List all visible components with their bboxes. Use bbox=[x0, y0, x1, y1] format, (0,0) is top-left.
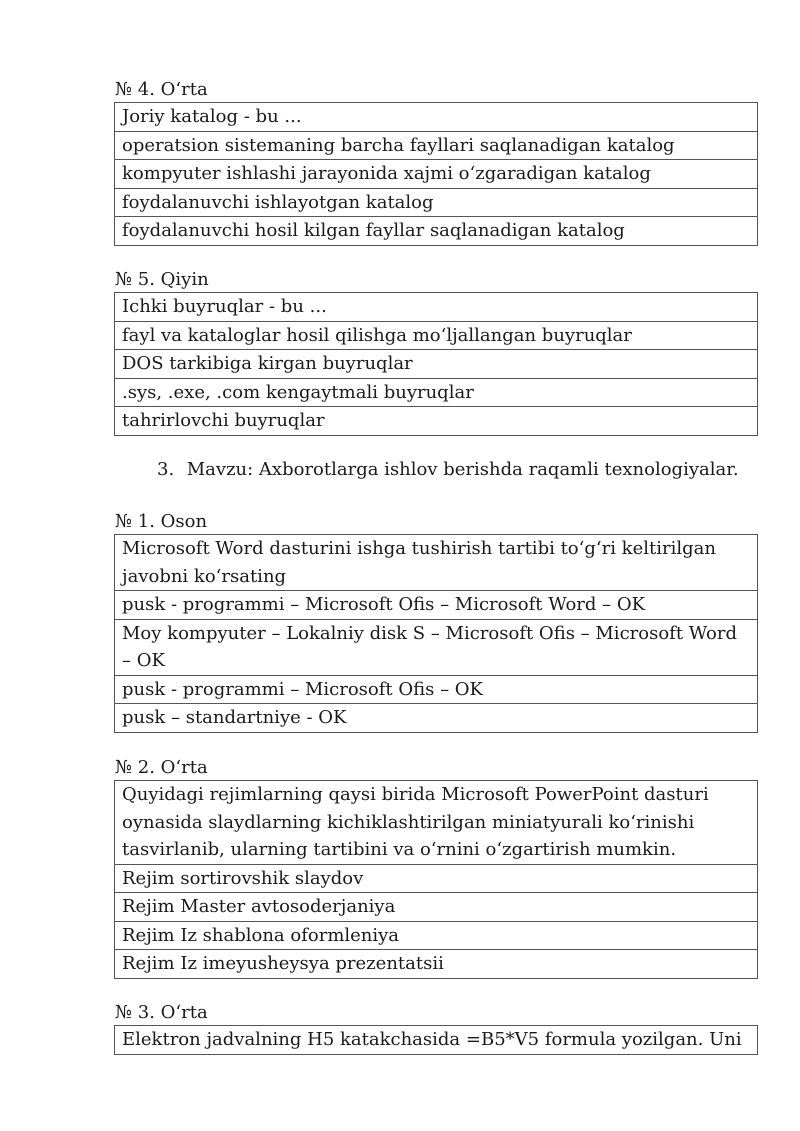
question-table bbox=[114, 1025, 758, 1055]
topic-title: Mavzu: Axborotlarga ishlov berishda raqamli texnologiyalar. bbox=[186, 459, 739, 480]
question-heading: № 4. O‘rta bbox=[115, 79, 208, 100]
table-row bbox=[115, 893, 758, 922]
table-row bbox=[115, 619, 758, 675]
answer-option: kompyuter ishlashi jarayonida xajmi o‘zgaradigan katalog bbox=[115, 160, 758, 189]
answer-option: pusk – standartniye - OK bbox=[115, 704, 758, 733]
answer-option: Rejim sortirovshik slaydov bbox=[115, 864, 758, 893]
question-text: Elektron jadvalning H5 katakchasida =B5*V5 formula yozilgan. Uni bbox=[115, 1026, 758, 1055]
table-row bbox=[115, 781, 758, 865]
question-table bbox=[114, 292, 758, 436]
table-row bbox=[115, 535, 758, 591]
topic-heading bbox=[157, 458, 739, 482]
table-row bbox=[115, 293, 758, 322]
question-heading: № 2. O‘rta bbox=[115, 757, 208, 778]
question-text: Joriy katalog - bu ... bbox=[115, 103, 758, 132]
answer-option: DOS tarkibiga kirgan buyruqlar bbox=[115, 350, 758, 379]
question-table bbox=[114, 102, 758, 246]
table-row bbox=[115, 950, 758, 979]
answer-option: Rejim Iz imeyusheysya prezentatsii bbox=[115, 950, 758, 979]
table-row bbox=[115, 160, 758, 189]
question-text: Quyidagi rejimlarning qaysi birida Microsoft PowerPoint dasturi oynasida slaydlarning kichiklashtirilgan miniatyurali ko‘rinishi tasvirlanib, ularning tartibini va o‘rnini o‘zgartirish mumkin. bbox=[115, 781, 758, 865]
answer-option: Rejim Master avtosoderjaniya bbox=[115, 893, 758, 922]
answer-option: pusk - programmi – Microsoft Ofis – Microsoft Word – OK bbox=[115, 591, 758, 620]
table-row bbox=[115, 921, 758, 950]
answer-option: operatsion sistemaning barcha fayllari saqlanadigan katalog bbox=[115, 131, 758, 160]
question-text: Microsoft Word dasturini ishga tushirish tartibi to‘g‘ri keltirilgan javobni ko‘rsating bbox=[115, 535, 758, 591]
table-row bbox=[115, 103, 758, 132]
answer-option: foydalanuvchi hosil kilgan fayllar saqlanadigan katalog bbox=[115, 217, 758, 246]
table-row bbox=[115, 350, 758, 379]
answer-option: tahrirlovchi buyruqlar bbox=[115, 407, 758, 436]
table-row bbox=[115, 217, 758, 246]
table-row bbox=[115, 675, 758, 704]
question-table bbox=[114, 534, 758, 733]
table-row bbox=[115, 864, 758, 893]
table-row bbox=[115, 378, 758, 407]
answer-option: pusk - programmi – Microsoft Ofis – OK bbox=[115, 675, 758, 704]
question-text: Ichki buyruqlar - bu ... bbox=[115, 293, 758, 322]
question-heading: № 1. Oson bbox=[115, 511, 208, 532]
table-row bbox=[115, 131, 758, 160]
answer-option: Rejim Iz shablona oformleniya bbox=[115, 921, 758, 950]
table-row bbox=[115, 704, 758, 733]
answer-option: foydalanuvchi ishlayotgan katalog bbox=[115, 188, 758, 217]
table-row bbox=[115, 321, 758, 350]
question-heading: № 5. Qiyin bbox=[115, 269, 209, 290]
topic-number: 3. bbox=[157, 459, 175, 480]
answer-option: Moy kompyuter – Lokalniy disk S – Microsoft Ofis – Microsoft Word – OK bbox=[115, 619, 758, 675]
answer-option: fayl va kataloglar hosil qilishga mo‘ljallangan buyruqlar bbox=[115, 321, 758, 350]
table-row bbox=[115, 407, 758, 436]
table-row bbox=[115, 188, 758, 217]
table-row bbox=[115, 1026, 758, 1055]
question-heading: № 3. O‘rta bbox=[115, 1002, 208, 1023]
question-table bbox=[114, 780, 758, 979]
table-row bbox=[115, 591, 758, 620]
answer-option: .sys, .exe, .com kengaytmali buyruqlar bbox=[115, 378, 758, 407]
